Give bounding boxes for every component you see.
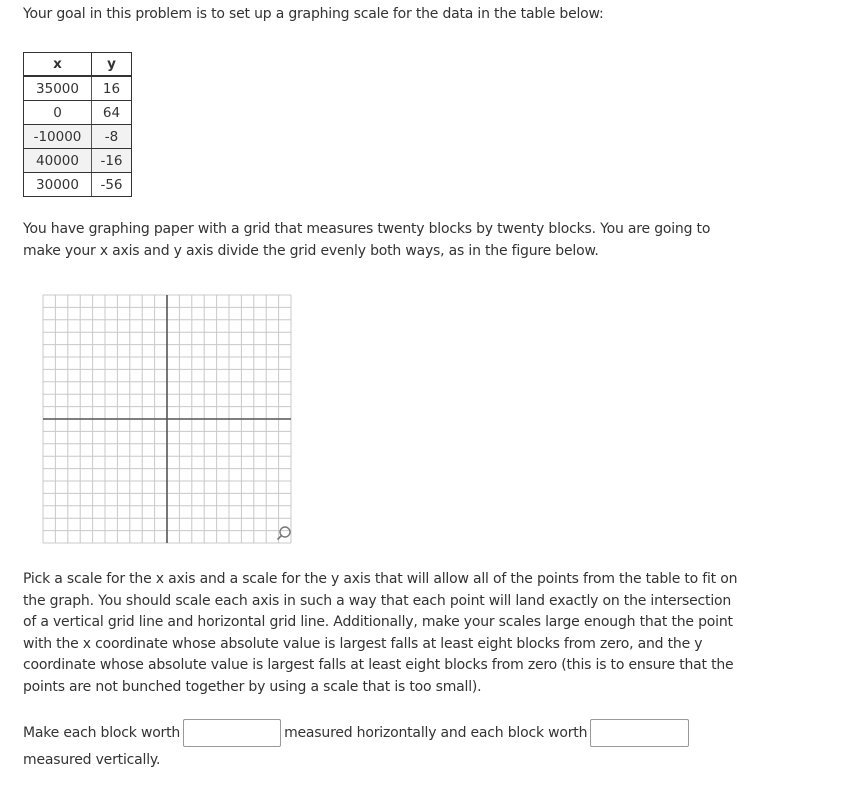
table-cell-y: 16 bbox=[92, 76, 132, 101]
table-row bbox=[24, 173, 132, 197]
vertical-scale-input[interactable] bbox=[590, 719, 689, 747]
answer-middle-label: measured horizontally and each block worth bbox=[284, 725, 588, 741]
graph-grid-svg bbox=[41, 293, 293, 545]
grid-description-text: You have graphing paper with a grid that measures twenty blocks by twenty blocks. You are going to make your x axis and y axis divide the grid evenly both ways, as in the figure below. bbox=[23, 221, 711, 259]
table-row bbox=[24, 125, 132, 149]
table-header-row bbox=[24, 53, 132, 77]
table-cell-y: -56 bbox=[92, 173, 132, 197]
graph-grid bbox=[41, 293, 293, 545]
intro-text: Your goal in this problem is to set up a graphing scale for the data in the table below: bbox=[23, 6, 604, 22]
table-row bbox=[24, 76, 132, 101]
table-cell-y: -8 bbox=[92, 125, 132, 149]
horizontal-scale-input[interactable] bbox=[183, 719, 281, 747]
table-cell-x: 30000 bbox=[24, 173, 92, 197]
column-header-x: x bbox=[24, 53, 92, 77]
table-cell-x: 40000 bbox=[24, 149, 92, 173]
instructions-text: Pick a scale for the x axis and a scale for the y axis that will allow all of the points from the table to fit on the graph. You should scale each axis in such a way that each point will land exactly on the intersection of a vertical grid line and horizontal grid line. Additionally, make your scales large enough that the point with the x coordinate whose absolute value is largest falls at least eight blocks from zero, and the y coordinate whose absolute value is largest falls at least eight blocks from zero (this is to ensure that the points are not bunched together by using a scale that is too small). bbox=[23, 571, 738, 695]
magnify-icon[interactable] bbox=[278, 527, 291, 540]
table-cell-x: -10000 bbox=[24, 125, 92, 149]
table-row bbox=[24, 101, 132, 125]
answer-line bbox=[23, 719, 692, 747]
table-cell-y: -16 bbox=[92, 149, 132, 173]
answer-prefix-label: Make each block worth bbox=[23, 725, 181, 741]
table-cell-y: 64 bbox=[92, 101, 132, 125]
table-row bbox=[24, 149, 132, 173]
answer-suffix-label: measured vertically. bbox=[23, 752, 161, 768]
column-header-y: y bbox=[92, 53, 132, 77]
table-cell-x: 0 bbox=[24, 101, 92, 125]
data-table bbox=[23, 52, 132, 197]
table-cell-x: 35000 bbox=[24, 76, 92, 101]
